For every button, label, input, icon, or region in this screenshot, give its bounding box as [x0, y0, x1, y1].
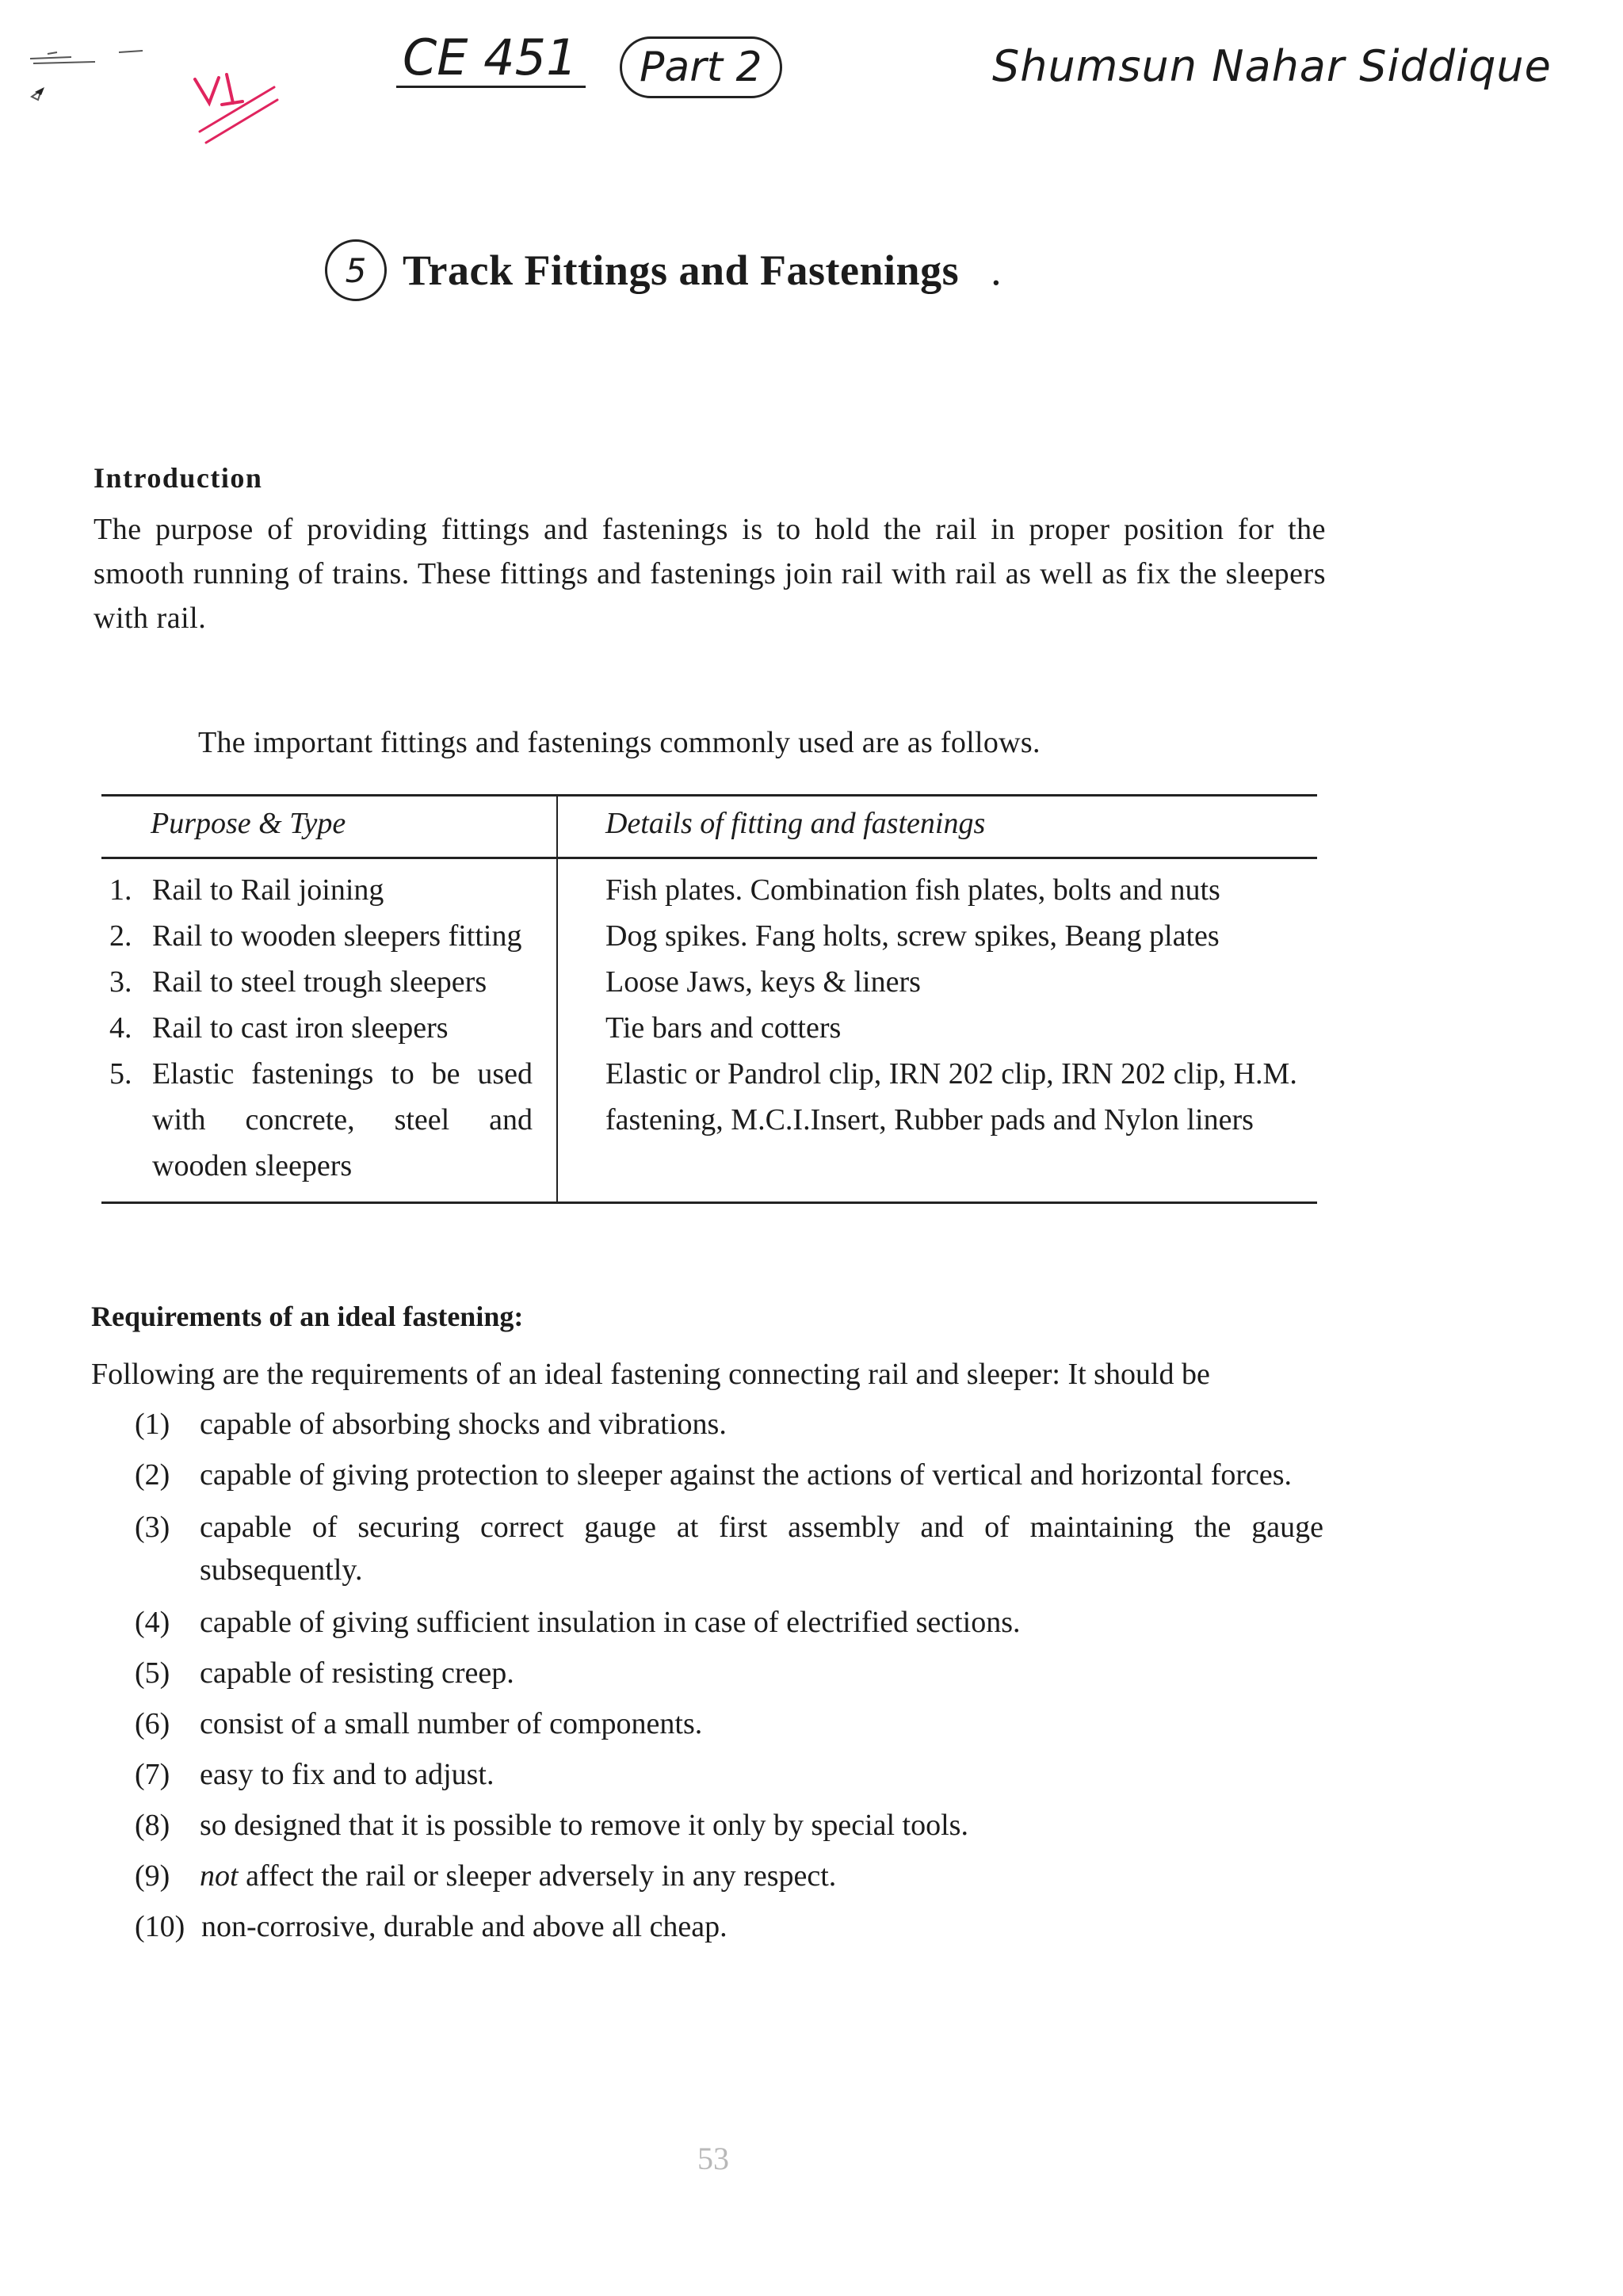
column-header-details: Details of fitting and fastenings	[557, 796, 1317, 858]
purpose-cell	[101, 959, 557, 1005]
list-item	[135, 1905, 1323, 1948]
item-number: (2)	[135, 1458, 170, 1492]
list-item	[135, 1804, 1323, 1847]
list-item	[135, 1454, 1323, 1496]
red-check-mark-icon	[187, 55, 282, 151]
list-item	[135, 1753, 1323, 1796]
list-item	[135, 1506, 1323, 1591]
table-row	[101, 1005, 1317, 1051]
item-text: capable of securing correct gauge at first assembly and of maintaining the gauge subsequently.	[200, 1511, 1323, 1587]
item-number: (8)	[135, 1809, 170, 1842]
item-text: non-corrosive, durable and above all cheap.	[201, 1910, 727, 1943]
row-purpose: Rail to cast iron sleepers	[152, 1011, 449, 1045]
introduction-body: The purpose of providing fittings and fastenings is to hold the rail in proper position for the smooth running of trains. These fittings and fastenings join rail with rail as well as fix the sleepers with rail.	[94, 513, 1326, 635]
item-text	[200, 1855, 1323, 1897]
item-number: (6)	[135, 1707, 170, 1740]
details-cell: Dog spikes. Fang holts, screw spikes, Beang plates	[605, 919, 1220, 953]
details-cell: Tie bars and cotters	[605, 1011, 842, 1045]
purpose-cell	[101, 1005, 557, 1051]
purpose-cell	[101, 913, 557, 959]
item-text: easy to fix and to adjust.	[200, 1758, 495, 1791]
item-number: (9)	[135, 1859, 170, 1893]
details-cell: Fish plates. Combination fish plates, bolts and nuts	[605, 873, 1220, 907]
chapter-heading	[325, 239, 1002, 301]
column-header-purpose: Purpose & Type	[101, 796, 557, 858]
row-purpose: Rail to wooden sleepers fitting	[152, 919, 522, 953]
chapter-number: 5	[325, 239, 387, 301]
list-item	[135, 1652, 1323, 1694]
list-item	[135, 1403, 1323, 1446]
item-text: consist of a small number of components.	[200, 1707, 703, 1740]
course-code: CE 451	[396, 30, 586, 88]
table-row	[101, 913, 1317, 959]
item-text: capable of resisting creep.	[200, 1656, 514, 1690]
table-intro-text: The important fittings and fastenings commonly used are as follows.	[198, 726, 1041, 759]
row-number: 4.	[109, 1011, 132, 1045]
chapter-title: Track Fittings and Fastenings	[403, 246, 960, 294]
requirements-heading: Requirements of an ideal fastening:	[91, 1301, 524, 1332]
list-item	[135, 1601, 1323, 1644]
row-purpose: Rail to Rail joining	[152, 873, 384, 907]
requirements-list	[135, 1403, 1323, 1956]
item-text: capable of absorbing shocks and vibrations.	[200, 1408, 727, 1441]
list-item	[135, 1855, 1323, 1897]
item-number: (10)	[135, 1910, 185, 1943]
item-text-rest: affect the rail or sleeper adversely in any respect.	[238, 1859, 837, 1893]
item-number: (3)	[135, 1511, 170, 1544]
item-number: (4)	[135, 1606, 170, 1639]
details-cell: Elastic or Pandrol clip, IRN 202 clip, IRN 202 clip, H.M. fastening, M.C.I.Insert, Rubber pads and Nylon liners	[557, 1051, 1317, 1203]
table-header-row	[101, 796, 1317, 858]
item-number: (1)	[135, 1408, 170, 1441]
item-emphasis: not	[200, 1859, 239, 1893]
fittings-table	[101, 794, 1317, 1204]
purpose-cell	[101, 858, 557, 914]
item-number: (7)	[135, 1758, 170, 1791]
table-row	[101, 959, 1317, 1005]
requirements-intro: Following are the requirements of an ideal fastening connecting rail and sleeper: It should be	[91, 1358, 1210, 1391]
row-number: 5.	[109, 1057, 132, 1091]
page-number: 53	[697, 2141, 729, 2176]
introduction-heading: Introduction	[94, 462, 263, 494]
row-purpose: Elastic fastenings to be used with concrete, steel and wooden sleepers	[152, 1057, 533, 1182]
item-number: (5)	[135, 1656, 170, 1690]
item-text: so designed that it is possible to remove it only by special tools.	[200, 1809, 968, 1842]
row-number: 1.	[109, 873, 132, 907]
purpose-cell	[101, 1051, 557, 1203]
details-cell: Loose Jaws, keys & liners	[605, 965, 921, 999]
corner-scribble	[24, 35, 166, 106]
item-text: capable of giving sufficient insulation in case of electrified sections.	[200, 1606, 1021, 1639]
part-label: Part 2	[620, 36, 782, 98]
table-row	[101, 858, 1317, 914]
item-text: capable of giving protection to sleeper against the actions of vertical and horizontal forces.	[200, 1458, 1293, 1492]
list-item	[135, 1702, 1323, 1745]
row-number: 2.	[109, 919, 132, 953]
row-number: 3.	[109, 965, 132, 999]
author-name: Shumsun Nahar Siddique	[992, 41, 1552, 91]
table-row	[101, 1051, 1317, 1203]
chapter-trailing-mark: .	[991, 246, 1002, 294]
row-purpose: Rail to steel trough sleepers	[152, 965, 487, 999]
